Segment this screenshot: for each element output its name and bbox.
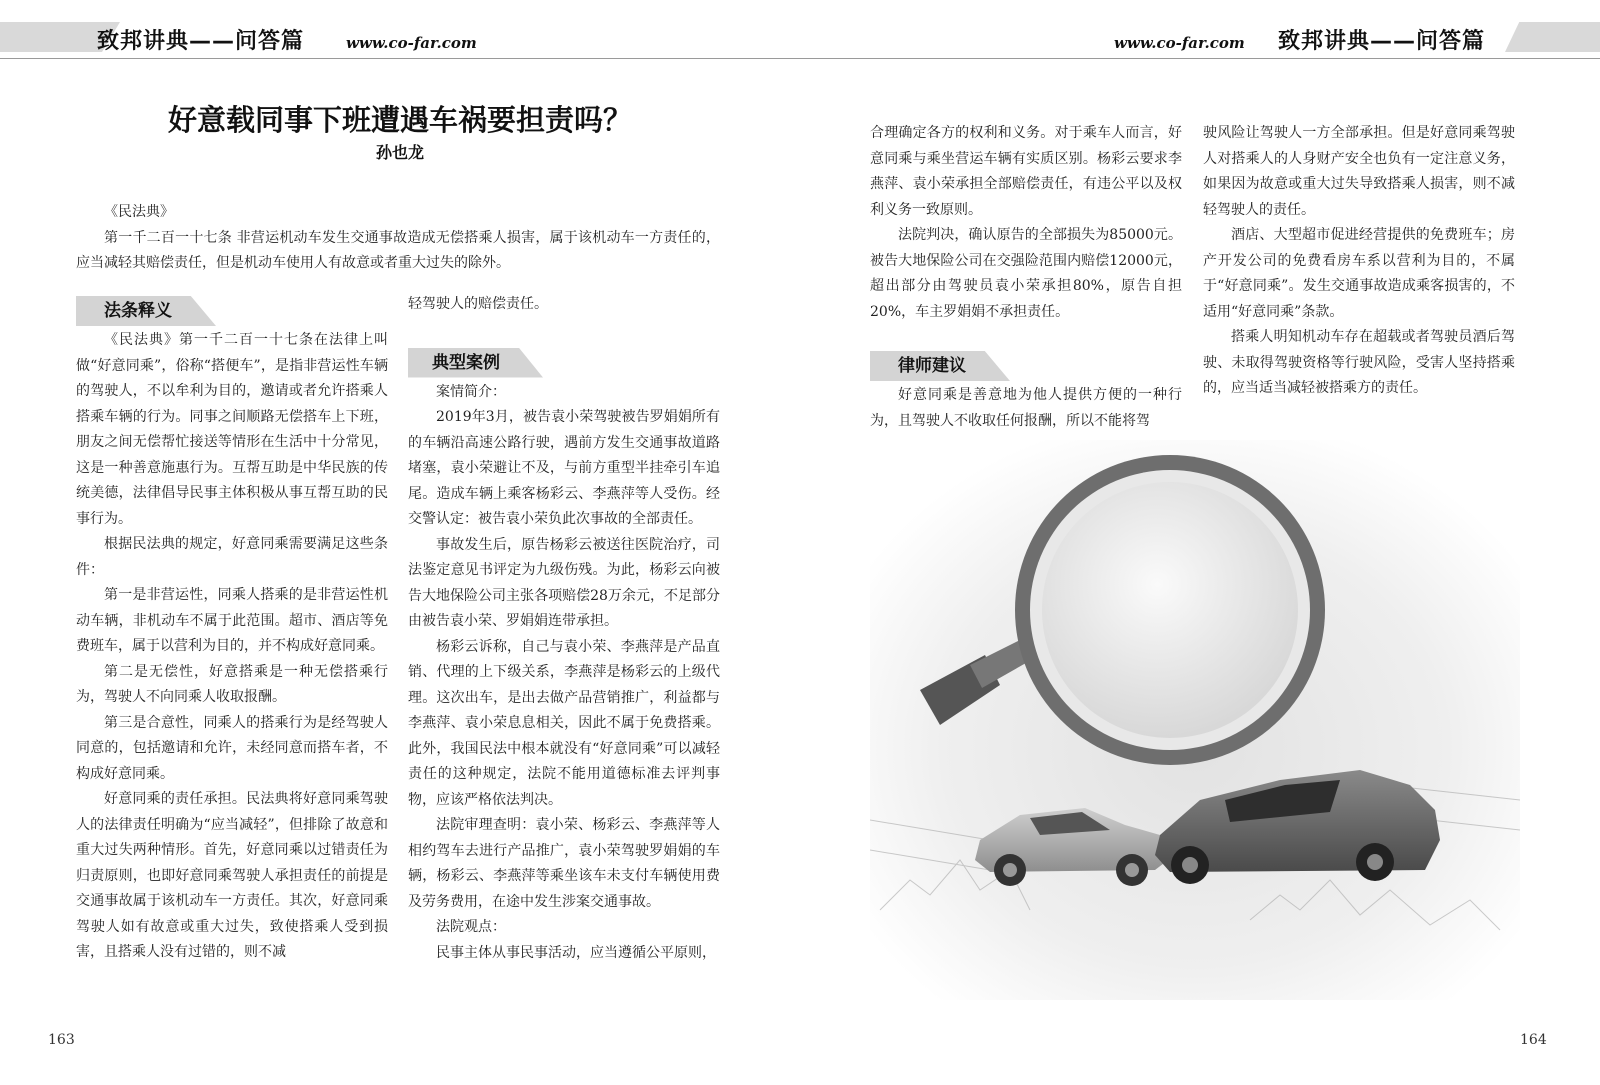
article-title: 好意载同事下班遭遇车祸要担责吗？: [167, 103, 632, 137]
paragraph-continued: 轻驾驶人的赔偿责任。: [408, 296, 548, 312]
article-author: 孙也龙: [375, 143, 424, 162]
section-label: 律师建议: [898, 356, 966, 376]
paragraph: 第二是无偿性，好意搭乘是一种无偿搭乘行为，驾驶人不向同乘人收取报酬。: [76, 663, 388, 705]
section-header-law-explanation: [76, 296, 388, 326]
right-header-band: [1505, 22, 1600, 52]
column-1: [76, 292, 388, 966]
paragraph: 根据民法典的规定，好意同乘需要满足这些条件：: [76, 536, 388, 578]
column-3: [870, 121, 1182, 434]
page-number-left: 163: [48, 1032, 75, 1048]
intro-article-text: 第一千二百一十七条 非营运机动车发生交通事故造成无偿搭乘人损害，属于该机动车一方责任的，应当减轻其赔偿责任，但是机动车使用人有故意或者重大过失的除外。: [76, 229, 720, 271]
paragraph: 《民法典》第一千二百一十七条在法律上叫做“好意同乘”，俗称“搭便车”，是指非营运性车辆的驾驶人，不以牟利为目的，邀请或者允许搭乘人搭乘车辆的行为。同事之间顺路无偿搭车上下班，朋友之间无偿帮忙接送等情形在生活中十分常见，这是一种善意施惠行为。互帮互助是中华民族的传统美德，法律倡导民事主体积极从事互帮互助的民事行为。: [76, 332, 388, 527]
paragraph: 好意同乘的责任承担。民法典将好意同乘驾驶人的法律责任明确为“应当减轻”，但排除了故意和重大过失两种情形。首先，好意同乘以过错责任为归责原则，也即好意同乘驾驶人承担责任的前提是交通事故属于该机动车一方责任。其次，好意同乘驾驶人如有故意或重大过失，致使搭乘人受到损害，且搭乘人没有过错的，则不减: [76, 791, 388, 960]
paragraph-continued: 驶风险让驾驶人一方全部承担。但是好意同乘驾驶人对搭乘人的人身财产安全也负有一定注意义务，如果因为故意或重大过失导致搭乘人损害，则不减轻驾驶人的责任。: [1203, 125, 1515, 218]
right-header-website[interactable]: www.co-far.com: [1114, 34, 1245, 52]
paragraph: 好意同乘是善意地为他人提供方便的一种行为，且驾驶人不收取任何报酬，所以不能将驾: [870, 387, 1182, 429]
left-header-website[interactable]: www.co-far.com: [346, 34, 477, 52]
paragraph: 搭乘人明知机动车存在超载或者驾驶员酒后驾驶、未取得驾驶资格等行驶风险，受害人坚持搭乘的，应当适当减轻被搭乘方的责任。: [1203, 329, 1515, 396]
intro-block: [76, 200, 720, 277]
paragraph: 事故发生后，原告杨彩云被送往医院治疗，司法鉴定意见书评定为九级伤残。为此，杨彩云向被告大地保险公司主张各项赔偿28万余元，不足部分由被告袁小荣、罗娟娟连带承担。: [408, 536, 720, 629]
page-number-right: 164: [1520, 1032, 1547, 1048]
intro-source: 《民法典》: [104, 204, 174, 220]
column-2: [408, 292, 720, 966]
column-4: [1203, 121, 1515, 402]
paragraph: 第三是合意性，同乘人的搭乘行为是经驾驶人同意的，包括邀请和允许，未经同意而搭车者，不构成好意同乘。: [76, 714, 388, 782]
paragraph: 2019年3月，被告袁小荣驾驶被告罗娟娟所有的车辆沿高速公路行驶，遇前方发生交通事故道路堵塞，袁小荣避让不及，与前方重型半挂牵引车追尾。造成车辆上乘客杨彩云、李燕萍等人受伤。经交警认定：被告袁小荣负此次事故的全部责任。: [408, 409, 720, 527]
section-label: 典型案例: [432, 352, 500, 373]
section-label: 法条释义: [104, 301, 172, 321]
paragraph: 酒店、大型超市促进经营提供的免费班车；房产开发公司的免费看房车系以营利为目的，不属于“好意同乘”。发生交通事故造成乘客损害的，不适用“好意同乘”条款。: [1203, 227, 1515, 320]
paragraph: 法院审理查明：袁小荣、杨彩云、李燕萍等人相约驾车去进行产品推广，袁小荣驾驶罗娟娟的车辆，杨彩云、李燕萍等乘坐该车未支付车辆使用费及劳务费用，在途中发生涉案交通事故。: [408, 817, 720, 910]
paragraph: 案情简介：: [436, 383, 506, 400]
paragraph: 法院判决，确认原告的全部损失为85000元。被告大地保险公司在交强险范围内赔偿12000元，超出部分由驾驶员袁小荣承担80%，原告自担20%，车主罗娟娟不承担责任。: [870, 227, 1182, 320]
right-header-title: 致邦讲典——问答篇: [1278, 29, 1486, 54]
paragraph-continued: 合理确定各方的权利和义务。对于乘车人而言，好意同乘与乘坐营运车辆有实质区别。杨彩云要求李燕萍、袁小荣承担全部赔偿责任，有违公平以及权利义务一致原则。: [870, 125, 1182, 218]
header-rule: [0, 58, 1600, 59]
section-header-typical-case: [408, 348, 720, 378]
paragraph: 杨彩云诉称，自己与袁小荣、李燕萍是产品直销、代理的上下级关系，李燕萍是杨彩云的上级代理。这次出车，是出去做产品营销推广，利益都与李燕萍、袁小荣息息相关，因此不属于免费搭乘。此外，我国民法中根本就没有“好意同乘”可以减轻责任的这种规定，法院不能用道德标准去评判事物，应该严格依法判决。: [408, 638, 720, 808]
section-header-lawyer-advice: [870, 351, 1182, 381]
left-header-title: 致邦讲典——问答篇: [97, 29, 305, 54]
paragraph: 民事主体从事民事活动，应当遵循公平原则，: [436, 944, 716, 961]
magnifier-car-crash-photo: [870, 440, 1520, 1000]
paragraph: 第一是非营运性，同乘人搭乘的是非营运性机动车辆，非机动车不属于此范围。超市、酒店等免费班车，属于以营利为目的，并不构成好意同乘。: [76, 587, 388, 654]
paragraph: 法院观点：: [436, 919, 506, 935]
